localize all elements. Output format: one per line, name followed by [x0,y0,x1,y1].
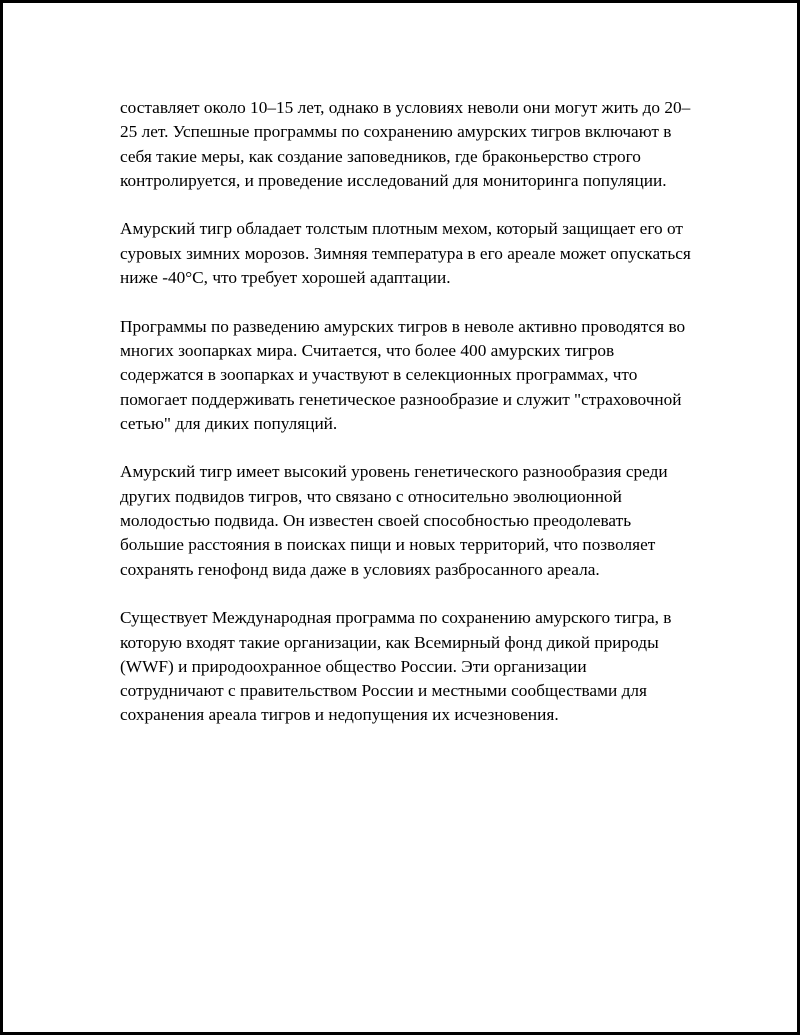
document-body [120,96,692,752]
paragraph-international-program: Существует Международная программа по сохранению амурского тигра, в которую входят такие организации, как Всемирный фонд дикой природы (WWF) и природоохранное общество России. Эти организации сотрудничают с правительством России и местными сообществами для сохранения ареала тигров и недопущения их исчезновения. [120,608,672,725]
paragraph-fur-climate: Амурский тигр обладает толстым плотным мехом, который защищает его от суровых зимних морозов. Зимняя температура в его ареале может опускаться ниже -40°C, что требует хорошей адаптации. [120,219,691,288]
paragraph-lifespan-conservation: составляет около 10–15 лет, однако в условиях неволи они могут жить до 20–25 лет. Успешные программы по сохранению амурских тигров включают в себя такие меры, как создание заповедников, где браконьерство строго контролируется, и проведение исследований для мониторинга популяции. [120,98,691,190]
paragraph-genetic-diversity: Амурский тигр имеет высокий уровень генетического разнообразия среди других подвидов тигров, что связано с относительно эволюционной молодостью подвида. Он известен своей способностью преодолевать большие расстояния в поисках пищи и новых территорий, что позволяет сохранять генофонд вида даже в условиях разбросанного ареала. [120,462,668,579]
paragraph-captive-breeding: Программы по разведению амурских тигров в неволе активно проводятся во многих зоопарках мира. Считается, что более 400 амурских тигров содержатся в зоопарках и участвуют в селекционных программах, что помогает поддерживать генетическое разнообразие и служит "страховочной сетью" для диких популяций. [120,316,686,433]
